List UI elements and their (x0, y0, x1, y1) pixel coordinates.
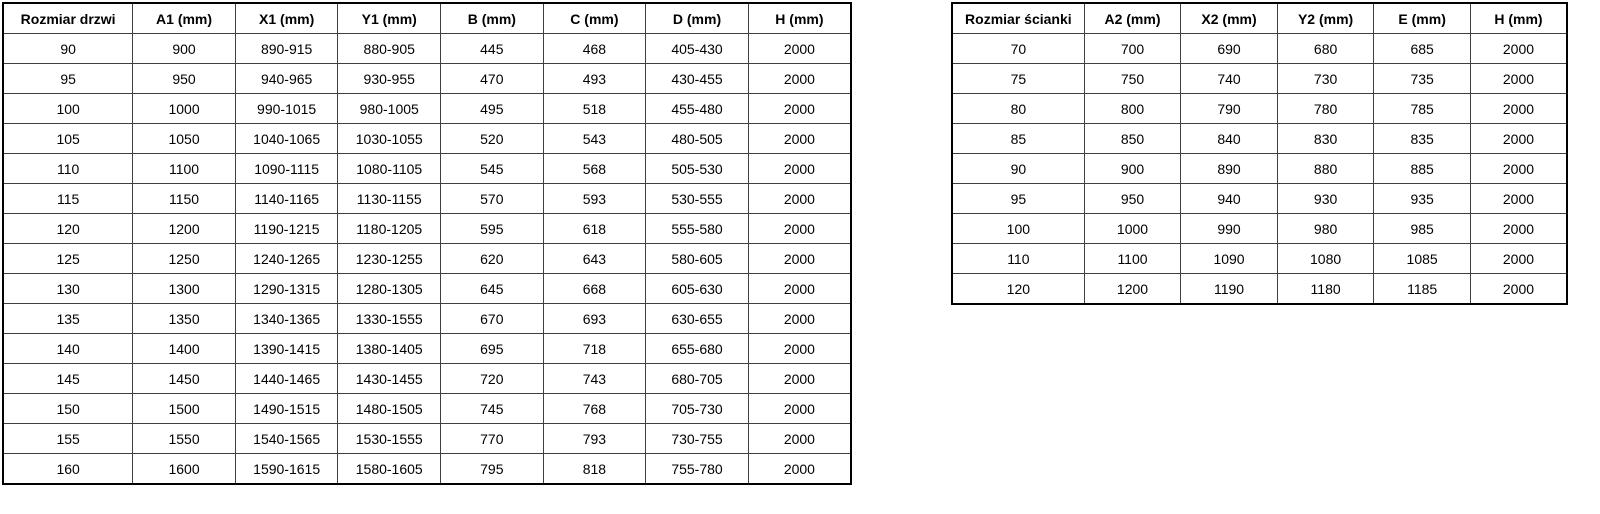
table-cell: 70 (952, 34, 1084, 64)
table-cell: 2000 (748, 244, 851, 274)
table-cell: 505-530 (646, 154, 749, 184)
table-row (3, 214, 851, 244)
table-cell: 455-480 (646, 94, 749, 124)
table-cell: 100 (952, 214, 1084, 244)
table-cell: 2000 (1470, 34, 1567, 64)
header-row (952, 3, 1567, 34)
column-header: H (mm) (748, 3, 851, 34)
table-cell: 1090-1115 (235, 154, 338, 184)
table-cell: 2000 (1470, 64, 1567, 94)
table-row (952, 34, 1567, 64)
table-row (3, 94, 851, 124)
table-cell: 745 (441, 394, 544, 424)
table-row (952, 124, 1567, 154)
table-cell: 1380-1405 (338, 334, 441, 364)
door-table-header (3, 3, 851, 34)
table-cell: 800 (1084, 94, 1181, 124)
table-row (3, 154, 851, 184)
table-cell: 840 (1181, 124, 1278, 154)
table-cell: 980-1005 (338, 94, 441, 124)
wall-dimensions-table (951, 2, 1568, 305)
table-cell: 95 (952, 184, 1084, 214)
table-cell: 2000 (1470, 154, 1567, 184)
table-cell: 470 (441, 64, 544, 94)
table-cell: 1100 (133, 154, 236, 184)
table-cell: 1185 (1374, 274, 1471, 305)
table-cell: 795 (441, 454, 544, 485)
column-header: Y1 (mm) (338, 3, 441, 34)
table-cell: 155 (3, 424, 133, 454)
table-cell: 2000 (748, 184, 851, 214)
table-cell: 900 (133, 34, 236, 64)
table-cell: 130 (3, 274, 133, 304)
wall-table-body (952, 34, 1567, 305)
table-cell: 643 (543, 244, 646, 274)
table-cell: 405-430 (646, 34, 749, 64)
table-cell: 1490-1515 (235, 394, 338, 424)
table-cell: 1550 (133, 424, 236, 454)
table-cell: 830 (1277, 124, 1374, 154)
table-cell: 890-915 (235, 34, 338, 64)
column-header: Y2 (mm) (1277, 3, 1374, 34)
table-cell: 1350 (133, 304, 236, 334)
table-cell: 90 (3, 34, 133, 64)
table-cell: 495 (441, 94, 544, 124)
table-cell: 2000 (748, 424, 851, 454)
table-cell: 545 (441, 154, 544, 184)
wall-table-header (952, 3, 1567, 34)
table-cell: 1200 (133, 214, 236, 244)
table-cell: 1230-1255 (338, 244, 441, 274)
table-cell: 890 (1181, 154, 1278, 184)
table-cell: 105 (3, 124, 133, 154)
table-cell: 935 (1374, 184, 1471, 214)
table-cell: 980 (1277, 214, 1374, 244)
table-cell: 2000 (748, 124, 851, 154)
table-row (952, 184, 1567, 214)
column-header: H (mm) (1470, 3, 1567, 34)
table-cell: 75 (952, 64, 1084, 94)
table-cell: 1440-1465 (235, 364, 338, 394)
table-cell: 120 (3, 214, 133, 244)
column-header: X2 (mm) (1181, 3, 1278, 34)
table-cell: 100 (3, 94, 133, 124)
table-cell: 885 (1374, 154, 1471, 184)
table-cell: 110 (3, 154, 133, 184)
table-cell: 1340-1365 (235, 304, 338, 334)
table-cell: 115 (3, 184, 133, 214)
table-cell: 135 (3, 304, 133, 334)
table-cell: 940 (1181, 184, 1278, 214)
header-row (3, 3, 851, 34)
table-row (3, 304, 851, 334)
door-table-body (3, 34, 851, 485)
table-cell: 468 (543, 34, 646, 64)
table-cell: 543 (543, 124, 646, 154)
table-cell: 985 (1374, 214, 1471, 244)
table-cell: 743 (543, 364, 646, 394)
table-cell: 493 (543, 64, 646, 94)
table-cell: 2000 (748, 214, 851, 244)
table-cell: 670 (441, 304, 544, 334)
table-cell: 950 (133, 64, 236, 94)
table-cell: 930-955 (338, 64, 441, 94)
table-cell: 750 (1084, 64, 1181, 94)
table-cell: 780 (1277, 94, 1374, 124)
table-row (3, 34, 851, 64)
table-cell: 735 (1374, 64, 1471, 94)
door-dimensions-table (2, 2, 852, 485)
table-row (3, 334, 851, 364)
table-cell: 718 (543, 334, 646, 364)
table-cell: 618 (543, 214, 646, 244)
table-cell: 530-555 (646, 184, 749, 214)
table-row (952, 94, 1567, 124)
table-row (952, 244, 1567, 274)
table-row (3, 184, 851, 214)
table-cell: 1580-1605 (338, 454, 441, 485)
table-cell: 835 (1374, 124, 1471, 154)
table-cell: 2000 (748, 274, 851, 304)
table-cell: 595 (441, 214, 544, 244)
table-cell: 2000 (748, 364, 851, 394)
table-cell: 1180-1205 (338, 214, 441, 244)
table-cell: 2000 (1470, 94, 1567, 124)
table-cell: 755-780 (646, 454, 749, 485)
table-cell: 700 (1084, 34, 1181, 64)
table-cell: 2000 (1470, 244, 1567, 274)
table-cell: 950 (1084, 184, 1181, 214)
column-header: C (mm) (543, 3, 646, 34)
table-cell: 570 (441, 184, 544, 214)
table-row (952, 274, 1567, 305)
table-cell: 125 (3, 244, 133, 274)
table-cell: 2000 (748, 334, 851, 364)
table-row (3, 424, 851, 454)
table-cell: 518 (543, 94, 646, 124)
table-cell: 1030-1055 (338, 124, 441, 154)
table-cell: 2000 (748, 94, 851, 124)
column-header: A2 (mm) (1084, 3, 1181, 34)
table-cell: 785 (1374, 94, 1471, 124)
table-cell: 1240-1265 (235, 244, 338, 274)
table-cell: 900 (1084, 154, 1181, 184)
table-cell: 1140-1165 (235, 184, 338, 214)
table-cell: 730-755 (646, 424, 749, 454)
table-cell: 720 (441, 364, 544, 394)
table-cell: 940-965 (235, 64, 338, 94)
table-cell: 580-605 (646, 244, 749, 274)
table-row (3, 364, 851, 394)
table-cell: 2000 (1470, 274, 1567, 305)
table-cell: 850 (1084, 124, 1181, 154)
column-header: Rozmiar drzwi (3, 3, 133, 34)
table-cell: 568 (543, 154, 646, 184)
table-cell: 110 (952, 244, 1084, 274)
column-header: X1 (mm) (235, 3, 338, 34)
table-cell: 1500 (133, 394, 236, 424)
table-cell: 1000 (1084, 214, 1181, 244)
table-cell: 1290-1315 (235, 274, 338, 304)
table-cell: 2000 (748, 394, 851, 424)
table-row (3, 64, 851, 94)
table-cell: 605-630 (646, 274, 749, 304)
table-row (952, 64, 1567, 94)
column-header: B (mm) (441, 3, 544, 34)
column-header: A1 (mm) (133, 3, 236, 34)
table-cell: 1540-1565 (235, 424, 338, 454)
table-cell: 1190-1215 (235, 214, 338, 244)
table-cell: 520 (441, 124, 544, 154)
table-cell: 645 (441, 274, 544, 304)
table-cell: 95 (3, 64, 133, 94)
table-cell: 1090 (1181, 244, 1278, 274)
table-cell: 880-905 (338, 34, 441, 64)
table-cell: 1130-1155 (338, 184, 441, 214)
table-cell: 120 (952, 274, 1084, 305)
table-cell: 1430-1455 (338, 364, 441, 394)
table-cell: 430-455 (646, 64, 749, 94)
table-cell: 1150 (133, 184, 236, 214)
table-cell: 793 (543, 424, 646, 454)
table-cell: 480-505 (646, 124, 749, 154)
table-cell: 150 (3, 394, 133, 424)
table-cell: 2000 (748, 154, 851, 184)
table-cell: 2000 (748, 34, 851, 64)
table-cell: 1480-1505 (338, 394, 441, 424)
table-cell: 1300 (133, 274, 236, 304)
table-cell: 655-680 (646, 334, 749, 364)
table-cell: 1040-1065 (235, 124, 338, 154)
table-cell: 680-705 (646, 364, 749, 394)
table-cell: 693 (543, 304, 646, 334)
table-cell: 145 (3, 364, 133, 394)
table-cell: 2000 (748, 304, 851, 334)
table-cell: 2000 (1470, 214, 1567, 244)
table-cell: 680 (1277, 34, 1374, 64)
table-cell: 85 (952, 124, 1084, 154)
table-cell: 690 (1181, 34, 1278, 64)
table-cell: 740 (1181, 64, 1278, 94)
table-cell: 1330-1555 (338, 304, 441, 334)
table-cell: 160 (3, 454, 133, 485)
table-cell: 668 (543, 274, 646, 304)
table-cell: 2000 (1470, 184, 1567, 214)
table-row (952, 214, 1567, 244)
table-row (952, 154, 1567, 184)
table-cell: 593 (543, 184, 646, 214)
table-cell: 1050 (133, 124, 236, 154)
table-cell: 770 (441, 424, 544, 454)
table-cell: 705-730 (646, 394, 749, 424)
table-cell: 1530-1555 (338, 424, 441, 454)
table-cell: 1000 (133, 94, 236, 124)
table-cell: 730 (1277, 64, 1374, 94)
column-header: E (mm) (1374, 3, 1471, 34)
table-cell: 555-580 (646, 214, 749, 244)
table-cell: 620 (441, 244, 544, 274)
table-cell: 695 (441, 334, 544, 364)
table-row (3, 394, 851, 424)
table-cell: 790 (1181, 94, 1278, 124)
column-header: D (mm) (646, 3, 749, 34)
column-header: Rozmiar ścianki (952, 3, 1084, 34)
table-cell: 90 (952, 154, 1084, 184)
table-row (3, 454, 851, 485)
table-cell: 1280-1305 (338, 274, 441, 304)
table-cell: 1080-1105 (338, 154, 441, 184)
table-cell: 2000 (748, 454, 851, 485)
table-cell: 930 (1277, 184, 1374, 214)
table-cell: 1400 (133, 334, 236, 364)
table-cell: 1590-1615 (235, 454, 338, 485)
table-cell: 990 (1181, 214, 1278, 244)
table-cell: 1180 (1277, 274, 1374, 305)
table-row (3, 274, 851, 304)
table-cell: 1085 (1374, 244, 1471, 274)
table-cell: 630-655 (646, 304, 749, 334)
table-cell: 2000 (1470, 124, 1567, 154)
table-cell: 80 (952, 94, 1084, 124)
table-cell: 1250 (133, 244, 236, 274)
table-cell: 880 (1277, 154, 1374, 184)
table-cell: 1100 (1084, 244, 1181, 274)
table-cell: 818 (543, 454, 646, 485)
table-cell: 2000 (748, 64, 851, 94)
table-cell: 1190 (1181, 274, 1278, 305)
table-cell: 990-1015 (235, 94, 338, 124)
table-cell: 140 (3, 334, 133, 364)
table-cell: 1390-1415 (235, 334, 338, 364)
table-cell: 685 (1374, 34, 1471, 64)
table-cell: 768 (543, 394, 646, 424)
table-cell: 1080 (1277, 244, 1374, 274)
table-cell: 1200 (1084, 274, 1181, 305)
table-row (3, 124, 851, 154)
table-cell: 1600 (133, 454, 236, 485)
table-row (3, 244, 851, 274)
table-cell: 1450 (133, 364, 236, 394)
table-cell: 445 (441, 34, 544, 64)
